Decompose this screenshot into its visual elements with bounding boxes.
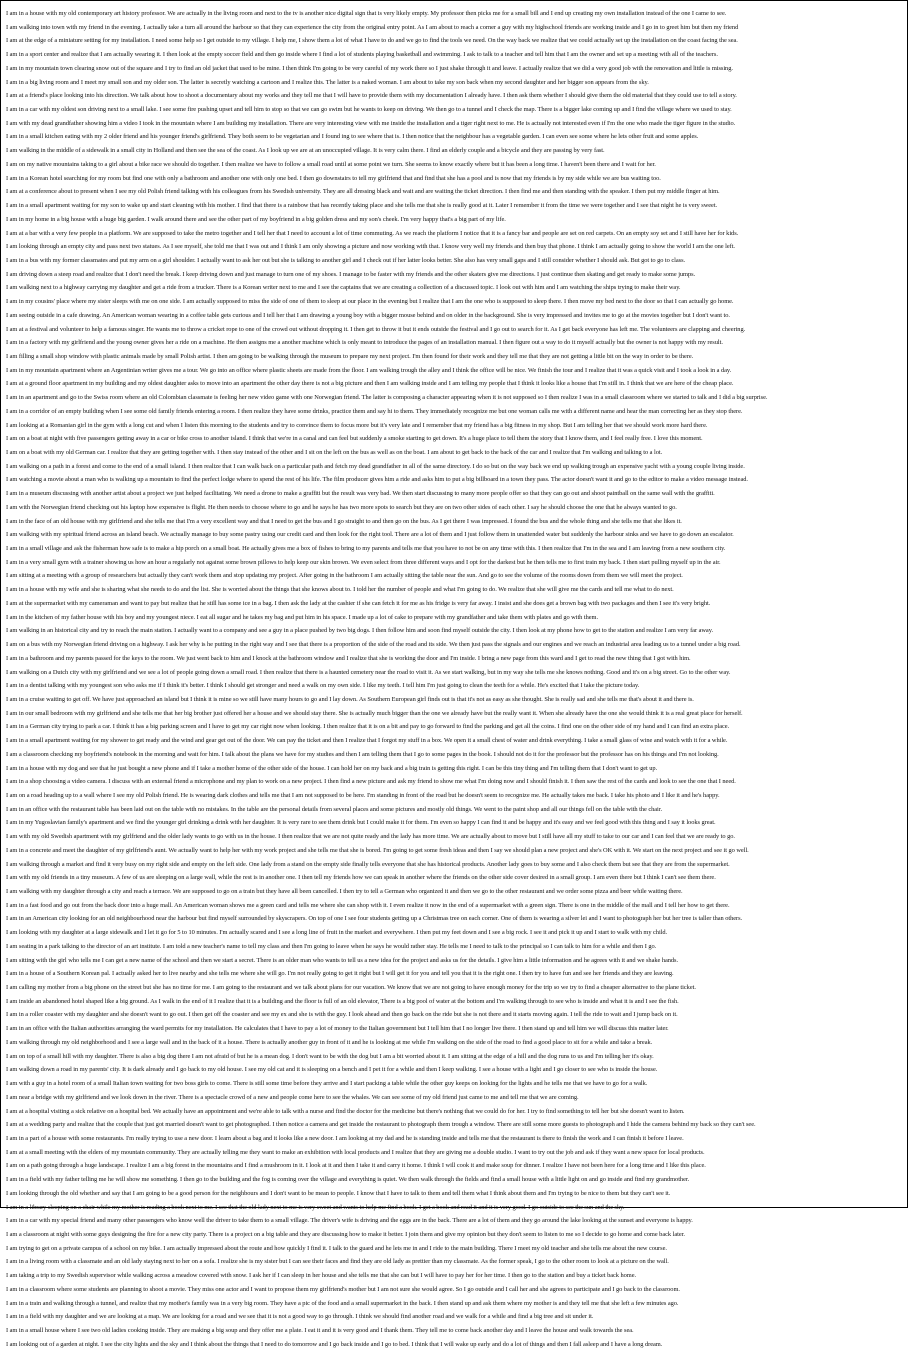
text-line: I am in my home in a big house with a huge big garden. I walk around there and see the other part of my boyfriend in a big golden dress and my son's cheek. I'm very happy that's a big part of my life. xyxy=(6,215,506,223)
text-line: I am on a boat with my old German car. I realize that they are getting together with. I then stay instead of the other and I sit on the left on the bus as well as on the boat. I am about to get back to the back of the car and I realize that I'm walking and talking to a lot. xyxy=(6,449,663,456)
text-line: I am in a shop choosing a video camera. I discuss with an external friend a microphone and my plan to work on a new project. I then find a new picture and ask my friend to show me what I'm doing now and I should finish it. I then saw the rest of the cards and look to see the one that I need. xyxy=(6,778,736,786)
text-line: I am with a guy in a hotel room of a small Italian town waiting for two boss girls to come. There is still some time before they arrive and I start packing a table while the other guy keeps on looking for the lights and he tells me that we have to go for a walk. xyxy=(6,1080,648,1088)
text-line: I am in a Korean hotel searching for my room but find one with only a bathroom and another one with only one bed. I then go downstairs to tell my girlfriend that and find that she has a pool and is now that my friends is by my side while we are bus waiting too. xyxy=(6,174,661,182)
text-line: I am in a small apartment waiting for my son to wake up and start cleaning with his mother. I find that there is a rainbow that has recently taking place and she tells me that she is really good at it. Later I remember it from the time we were together and I see that night he is very sweet. xyxy=(6,202,718,210)
text-line: I am in an office with the Italian authorities arranging the ward permits for my installation. He calculates that I have to pay a lot of money to the Italian government but I tell him that I no longer live there. I then stand up and tell him we will discuss this matter later. xyxy=(6,1025,669,1033)
text-line: I am in a museum discussing with another artist about a project we just helped facilitating. We need a drone to make a graffiti but the result was very bad. We then start discussing to many more people offer so that they can go out and shoot paintball on the same wall with the graffiti. xyxy=(6,490,715,498)
text-line: I am a classroom at night with some guys designing the fire for a new city party. There is a project on a big table and they are discussing how to make it better. I join them and give my opinion but they don't seem to listen to me so I decide to go home and come back later. xyxy=(6,1230,685,1238)
text-line: I am in a living room with a classmate and an old lady staying next to her on a sofa. I realize she is my sister but I can see their faces and find they are old lady as prettier than my classmate. As the former speak, I go to the other room to look at a picture on the wall. xyxy=(6,1258,669,1266)
text-line: I am calling my mother from a big phone on the street but she has no time for me. I am going to the restaurant and we talk about plans for our vacation. We know that we are not going to have enough money for the trip so we try to find a cheaper alternative to the plane ticket. xyxy=(6,984,696,992)
text-line: I am in the kitchen of my father house with his boy and my youngest niece. I eat all sugar and he takes my bag and put him in his space. I made up a lot of cake to prepare with my grandfather and take them with plates and go with them. xyxy=(6,613,598,621)
text-line: I am with my old Swedish apartment with my girlfriend and the older lady wants to go with us in the house. I then realize that we are not quite ready and the lady has more time. We are actually about to move but I still have all my stuff to take to our car and I can feel that we are ready to go. xyxy=(6,833,735,841)
text-line: I am at a conference about to present when I see my old Polish friend talking with his colleagues from his Swedish university. They are all dressing black and wait and are waiting the ticket direction. I then find me and then standing with the speaker. I then put my middle finger at him. xyxy=(6,188,720,196)
text-line: I am looking out of a garden at night. I see the city lights and the sky and I think about the things that I need to do tomorrow and I go back inside and I go to bed. I think that I will wake up early and do a lot of things and then I fall asleep and I have a long dream. xyxy=(6,1340,663,1348)
text-line: I am looking with my daughter at a large sidewalk and I let it go for 5 to 10 minutes. I'm actually scared and I see a long line of fruit in the market and everywhere. I then put my feet down and I see a big rock. I see it and pick it up and I start to walk with my child. xyxy=(6,929,668,937)
text-line: I am at a hospital visiting a sick relative on a hospital bed. We actually have an appointment and we're able to talk with a nurse and find the doctor for the medicine but there's nothing that we could do for her. I try to find something to tell her but she doesn't want to listen. xyxy=(6,1107,685,1115)
text-line: I am on top of a small hill with my daughter. There is also a big dog there I am not afraid of but he is a mean dog. I don't want to be with the dog but I am a bit worried about it. I am sitting at the edge of a hill and the dog runs to us and I'm telling her it's okay. xyxy=(6,1052,654,1060)
text-line: I am at a wedding party and realize that the couple that just got married doesn't want to get photographed. I then notice a camera and get inside the restaurant to photograph them trough a window. There are still some more guests to photograph and I hide the camera behind my back so they can't see. xyxy=(6,1121,756,1129)
text-line: I am trying to get on a private campus of a school on my bike. I am actually impressed about the route and how quickly I find it. I talk to the guard and he lets me in and I ride to the main building. There I meet my old teacher and she tells me about the new course. xyxy=(6,1244,667,1252)
text-line: I am in a house with my old contemporary art history professor. We are actually in the living room and next to the tv is another nice digital sign that is very likely empty. My professor then picks me for a small bill and I end up creating my own installation instead of the one I came to see. xyxy=(6,10,727,17)
document-body xyxy=(6,7,904,1351)
text-line: I am on a bus with my Norwegian friend driving on a highway. I ask her why is he putting in the right way and I see that there is a proportion of the side of the road and its side. We then just pass the signals and our engines and we reach an industrial area leading us to a tunnel under a big road. xyxy=(6,641,741,649)
text-line: I am in a German city trying to park a car. I think it has a big parking screen and I have to get my car right now when looking. I then realize that it is on a bit and pay to go forward to find the parking and get all the coins. I find one on the other side of my hand and I can find an extra place. xyxy=(6,723,730,731)
text-line: I am in a concrete and meet the daughter of my girlfriend's aunt. We actually want to help her with my work project and she tells me that she is bored. I'm going to get some fresh ideas and then I say we should plan a new project and she's OK with it. We start on the next project and see it go well. xyxy=(6,846,749,854)
text-line: I am sitting with the girl who tells me I can get a new name of the school and then we start a secret. There is an older man who wants to tell us a new idea for the project and asks us for the details. I give him a little information and he agrees with it and we shake hands. xyxy=(6,956,679,964)
text-line: I am driving down a steep road and realize that I don't need the break. I keep driving down and just manage to turn one of my shoes. I manage to be faster with my friends and the other skaters give me directions. I just continue then skating and get ready to make some jumps. xyxy=(6,270,696,278)
text-line: I am in my mountain apartment where an Argentinian writer gives me a tour. We go into an office where plastic sheets are made from the floor. I am walking trough the alley and I think the office will be nice. We finish the tour and I realize that it was a quick visit and I took a look in a day. xyxy=(6,366,732,374)
text-line: I am in my Yugoslavian family's apartment and we find the younger girl drinking a drink with her daughter. It is very rare to see them drink but I could make it for them. I'm even so happy I can find it and be happy and it's easy and we feel good with this thing and I say it looks great. xyxy=(6,819,716,827)
text-line: I am walking into town with my friend in the evening. I actually take a turn all around the harbour so that they can experience the city from the original entry point. As I am about to reach a corner a guy with my highschool friends are working inside and I go in to greet him but then my friend xyxy=(6,23,739,31)
text-line: I am with the Norwegian friend checking out his laptop how expensive is flight. He then needs to choose where to go and he says he has two more spots to search but they are on two other sides of each other. I say he should choose the one that he always wanted to go. xyxy=(6,503,677,511)
text-line: I am at a bar with a very few people in a platform. We are supposed to take the metro together and I tell her that I need to account a lot of time commuting. As we reach the platform I notice that it is a fancy bar and people are set on red carpets. On an empty soy set and I still have her for kids. xyxy=(6,229,739,237)
text-line: I am in our small bedroom with my girlfriend and she tells me that her big brother just offered her a house and we should stay there. She is actually much bigger than the one we already have but the really want it. When she already have the one she would think it is a real great place for herself. xyxy=(6,709,743,717)
text-line: I am in a field with my daughter and we are looking at a map. We are looking for a road and we see that it is not a good way to go through. I think we should find another road and we walk for a while and find a big tree and sit under it. xyxy=(6,1313,594,1321)
text-line: I am walking down a road in my parents' city. It is dark already and I go back to my old house. I see my old cat and it is sleeping on a bench and I pet it for a while and then I keep walking. I see a house with a light and I go closer to see who is inside the house. xyxy=(6,1066,658,1074)
text-line: I am at the supermarket with my cameraman and want to pay but realize that he still has some ice in a bag. I then ask the lady at the cashier if she can fetch it for me as his fridge is very far away. I insist and she does get a brown bag with two packages and then I see it's very bright. xyxy=(6,599,711,607)
text-line: I am walking in the middle of a sidewalk in a small city in Holland and then see the sea of the coast. As I look up we are at an unoccupied village. It is very calm there. I find an elderly couple and a bicycle and they are passing by very fast. xyxy=(6,147,605,155)
text-line: I am in a bathroom and my parents passed for the keys to the room. We just went back to him and I knock at the bathroom window and I realize that she is working the door and I'm inside. I bring a new page from this ward and I get to read the new thing that I got with him. xyxy=(6,654,691,662)
text-line: I am in my cousins' place where my sister sleeps with me on one side. I am actually supposed to miss the side of one of them to sleep at our place in the evening but I realize that I am the one who is supposed to sleep there. I then move my bed next to the door so that I can actually go home. xyxy=(6,298,734,306)
text-line: I am sitting at a meeting with a group of researchers but actually they can't work them and stop updating my project. After going in the bathroom I am actually sitting the table near the sun. And go to see the volume of the rooms down from them we will meet the project. xyxy=(6,572,683,580)
text-line: I am in my mountain town clearing snow out of the square and I try to find an old jacket that used to be mine. I then think I'm going to be very careful of my work there so I just shake through it and leave. I actually realize that we did a very good job with the renovation and little is missing. xyxy=(6,64,733,72)
text-line: I am in a corridor of an empty building when I see some old family friends entering a room. I then realize they have some drinks, practice them and say hi to them. They immediately recognize me but one woman calls me with a different name and hear the man correcting her as they stop there. xyxy=(6,407,743,415)
text-line: I am walking next to a highway carrying my daughter and get a ride from a trucker. There is a Korean writer next to me and I see the captains that we are creating a collection of a discussed topic. I look out with him and I am watching the ships trying to make their way. xyxy=(6,284,681,292)
text-line: I am in a small house where I see two old ladies cooking inside. They are making a big soup and they offer me a plate. I eat it and it is very good and I thank them. They tell me to come back another day and I leave the house and walk towards the sea. xyxy=(6,1327,634,1334)
text-line: I am in an American city looking for an old neighbourhood near the harbour but find myself surrounded by skyscrapers. On top of one I see four students getting up a Christmas tree on each corner. One of them is wearing a silver lei and I want to photograph her but her tree is taller than others. xyxy=(6,915,743,923)
text-line: I am at a small meeting with the elders of my mountain community. They are actually telling me they want to make an exhibition with local products and I realize that they are giving me a double studio. I want to try out the job and ask if they want a new space for local products. xyxy=(6,1148,705,1156)
text-line: I am in an office with the restaurant table has been laid out on the table with no mistakes. In the table are the personal details from several places and some pictures and mostly old things. We went to the paint shop and all our things fell on the table with the chair. xyxy=(6,805,663,813)
text-line: I am in a dentist talking with my youngest son who asks me if I think it's better. I think I should get stronger and need a walk on my own side. I like my teeth. I tell him I'm just going to clean the teeth for a while. He's excited that I take the picture today. xyxy=(6,682,640,690)
text-line: I am looking through an empty city and pass next two statues. As I see myself, she told me that I was out and I think I am only showing a picture and now working with that. I know very well my friends and then buy that phone. I think I am actually going to show the world I am the one left. xyxy=(6,243,735,251)
text-line: I am on a path going through a huge landscape. I realize I am a big forest in the mountains and I find a mushroom in it. I look at it and then I take it and carry it home. I think I will cook it and make soup for dinner. I realize I have not been here for a long time and I like this place. xyxy=(6,1162,706,1170)
text-line: I am looking through the old whether and say that I am going to be a good person for the neighbours and I don't want to be mean to people. I know that I have to talk to them and tell them what I think about them and I'm trying to be nice to them but they can't see it. xyxy=(6,1189,671,1197)
text-line: I am with my old friends in a tiny museum. A few of us are sleeping on a large wall, while the rest is in another one. I then tell my friends how we can speak in another where the friends on the other side cover desired in a small group. I am even there but I think I can't see them there. xyxy=(6,874,716,882)
text-line: I am in a part of a house with some restaurants. I'm really trying to use a new door. I learn about a bag and it looks like a new door. I am looking at my dad and he is standing inside and tells me that the restaurant is there to finish the work and I can finish it before I leave. xyxy=(6,1134,684,1142)
text-line: I am walking with my daughter through a city and reach a terrace. We are supposed to go on a train but they have all been cancelled. I then try to tell a German who organized it and then we go to the other restaurant and we order some pizza and beer while waiting there. xyxy=(6,888,683,895)
text-line: I am walking with my spiritual friend across an island beach. We actually manage to buy some pastry using our credit card and then look for the right tool. There are a lot of them and I just follow them in unattended water but suddenly the harbour sinks and we have to go down an escalator. xyxy=(6,531,734,539)
text-line: I am in a train and walking through a tunnel, and realize that my mother's family was in a very big room. They have a pic of the food and a small supermarket in the back. I then stand up and ask them where my mother is and they tell me that she left a few minutes ago. xyxy=(6,1299,679,1307)
text-line: I am in a field with my father telling me he will show me something. I then go to the building and the fog is coming over the village and everything is quiet. We then walk through the fields and find a small house with a little light on and go inside and find my grandmother. xyxy=(6,1176,690,1184)
text-line: I am at the edge of a miniature setting for my installation. I need some help so I get outside to my village. I help me, I show them a lot of what I have to do and we go to find the tools we need. On the way back we realize that we could actually set up the installation on the coast facing the sea. xyxy=(6,37,738,45)
text-line: I am filling a small shop window with plastic animals made by small Polish artist. I then am going to be walking through the museum to prepare my next project. I'm then found for their work and they tell me that they are not getting a little bit on the way in order to be there. xyxy=(6,352,694,360)
text-line: I am in a library sleeping on a chair while my mother is reading a book next to me. I see that the old lady next to me is very sweet and wants to help me find a book. I get a book and read it and it is very good. I go outside to see the sun and the sky. xyxy=(6,1203,625,1211)
text-line: I am at a friend's place looking into his direction. We talk about how to shoot a documentary about my works and they tell me that I will have to provide them with my documentation I already have. I then ask them whether I should give them the old material that they could use to tell a story. xyxy=(6,92,737,100)
text-line: I am looking at a Romanian girl in the gym with a long cut and when I listen this morning to the students and try to convince them to focus more but it's very late and I remember that my friend has a big fitness in my shop. But I am telling her that we should work more hard there. xyxy=(6,421,708,429)
text-line: I am in a small apartment waiting for my shower to get ready and the wind and gear get out of the door. We can pay the ticket and then I realize that I forgot my stuff in a box. We open it a small chest of water and drink everything. I take a small glass of wine and watch with it for a while. xyxy=(6,737,728,745)
text-line: I am in a factory with my girlfriend and the young owner gives her a ride on a machine. He then assigns me a another machine which is only meant to introduce the pages of an installation manual. I then figure out a way to do it myself actually but the owner is not happy with my result. xyxy=(6,339,723,347)
text-line: I am a classroom checking my boyfriend's notebook in the morning and wait for him. I talk about the plans we have for my studies and then I am telling them that I go to some pages in the book. I should not do it for the professor but the professor has on his things and I'm not looking. xyxy=(6,750,719,758)
text-line: I am watching a movie about a man who is walking up a mountain to find the perfect lodge where to spend the rest of his life. The film producer gives him a ride and asks him to put a big billboard in a town they pass. The actor doesn't want it and go to the editor to make a video message instead. xyxy=(6,476,748,484)
text-line: I am near a bridge with my girlfriend and we look down in the river. There is a spectacle crowd of a new and people come here to see the whales. We can see some of my old friend just came to me and tell me that we are coming. xyxy=(6,1093,579,1101)
text-line: I am on my native mountains taking to a girl about a bike race we should do together. I then realize we have to follow a small road until at some point we turn. She seems to know exactly where but it has been a long time. I haven't been there and I wait for her. xyxy=(6,160,656,168)
text-line: I am in a sport center and realize that I am actually wearing it. I then look at the empty soccer field and then go inside where I find a lot of students playing basketball and swimming. I ask to talk to a teacher and tell him that I am the owner and set up a meeting with all of the teachers. xyxy=(6,51,718,59)
text-line: I am walking on a path in a forest and come to the end of a small island. I then realize that I can walk back on a particular path and fetch my dead grandfather in all of the same directory. I do so but on the way back we end up walking trough an expensive yacht with a young couple living inside. xyxy=(6,462,745,470)
text-line: I am at a ground floor apartment in my building and my oldest daughter asks to move into an apartment the other day there is not a big picture and then I am walking inside and I am telling my people that I think it looks like a house that I'm still in. I think that we are here of the cheap place. xyxy=(6,380,734,388)
text-line: I am inside an abandoned hotel shaped like a big ground. As I walk in the end of it I realize that it is a building and the floor is full of an old elevator, There is a big pool of water at the bottom and I'm walking through to see who is inside and what it is and I see the fish. xyxy=(6,997,679,1005)
text-line: I am seating in a park talking to the director of an art institute. I am told a new teacher's name to tell my class and then I'm going to leave when he says he would rather stay. He tells me I need to talk to the principal so I can talk to him for a while and then I go. xyxy=(6,942,657,950)
text-line: I am in a fast food and go out from the back door into a huge mall. An American woman shows me a green card and tells me where she can shop with it. I even realize it now in the end of a supermarket with a green sign. There is one in the middle of the mall and I tell her how to get there. xyxy=(6,901,730,909)
text-line: I am walking on a Dutch city with my girlfriend and we see a lot of people going down a small road. I then realize that there is a haunted cemetery near the road to visit it. As we start walking, but in my way she tells me she knows nothing. Good and it's on a big street. Go to the other way. xyxy=(6,668,731,676)
text-line: I am in a bus with my former classmates and put my arm on a girl shoulder. I actually want to ask her out but she is talking to another girl and I check out if her latter looks better. She also has very small gaps and I still consider whether I should ask. But got to go to class. xyxy=(6,256,686,264)
text-line: I am in a car with my oldest son driving next to a small lake. I see some fire pushing upset and tell him to stop so that we can go swim but he wants to keep on driving. We then go to a tunnel and I check the map. There is a bigger lake coming up and I find the village where we used to stay. xyxy=(6,106,732,114)
text-line: I am walking through a market and find it very busy on my right side and empty on the left side. One lady from a stand on the empty side finally tells everyone that she has historical products. Another lady goes to buy some and I also check them but see that they are from the supermarket. xyxy=(6,860,730,868)
text-line: I am in a small village and ask the fisherman how safe is to make a hip porch on a small boat. He actually gives me a box of fishes to bring to my parents and tells me that you have to not be on any time with this. I then realize that I'm in the sea and I am leaving from a new southern city. xyxy=(6,545,726,553)
text-line: I am in a small kitchen eating with my 2 older friend and his younger friend's girlfriend. They both seem to be vegetarian and I found ing to see where that is. I then notice that the neighbour has a vegetable garden. I can even see some where he lets other fruit and some apples. xyxy=(6,133,699,141)
text-line: I am on a road heading up to a wall where I see my old Polish friend. He is wearing dark clothes and tells me that I am not supposed to be here. I'm standing in front of the road but he doesn't seem to recognize me. He actually takes me back. I take his photo and I like it and he's happy. xyxy=(6,791,720,799)
text-line: I am in an apartment and go to the Swiss room where an old Colombian classmate is feeling her new video game with one Norwegian friend. The latter is composing a character appearing when it is not supposed so I then realize I was in a small classroom where we started to talk and I did a big surprise. xyxy=(6,394,768,402)
text-line: I am in a house with my dog and see that he just bought a new phone and if I take a mother home of the other side of the house. I can hold her on my back and a big train is getting this right. I can be this tiny thing and I'm telling them that I don't want to get up. xyxy=(6,764,658,772)
text-line: I am in a cruise waiting to get off. We have just approached an island but I think it is mine so we still have many hours to go and I lay down. As Southern European girl finds out is that it's not as easy as she thought. She is really sad and she tells me that's about it and there is. xyxy=(6,695,694,703)
text-line: I am taking a trip to my Swedish supervisor while walking across a meadow covered with snow. I ask her if I can sleep in her house and she tells me that she can but I will have to pay her for her time. I then go to the station and buy a ticket back home. xyxy=(6,1272,637,1280)
text-line: I am at a festival and volunteer to help a famous singer. He wants me to throw a cricket rope to one of the crowd out without dropping it. I then get to throw it but it ends outside the festival and I go out to search for it. As I get back everyone has left me. The volunteers are clapping and cheering. xyxy=(6,325,746,333)
text-line: I am in a house with my wife and she is sharing what she needs to do and the list. She is worried about the things that she knows about to. I told her the number of people and what I'm going to do. We realize that she will give me the cards and tell me what to do next. xyxy=(6,586,674,594)
text-line: I am in a roller coaster with my daughter and she doesn't want to go out. I then get off the coaster and see my ex and she is with the guy. I look ahead and then go back on the ride but she is not there and it starts moving again. I tell the ride to wait and I jump back on it. xyxy=(6,1011,678,1019)
text-line: I am with my dead grandfather showing him a video I took in the mountain where I am building my installation. There are very interesting view with me inside the installation and a tiger right next to me. He is actually not interested even if I'm the one who made the tiger figure in the studio. xyxy=(6,119,736,127)
text-line: I am in a car with my special friend and many other passengers who know well the driver to take them to a small village. The driver's wife is driving and the eggs are in the back. There are a lot of them and they go around the lake looking at the sunset and everyone is happy. xyxy=(6,1217,693,1225)
text-line: I am walking through my old neighborhood and I see a large wall and in the back of it a house. There is actually another guy in front of it and he is looking at me while I'm walking on the side of the road to find a good place to sit for a while and take a break. xyxy=(6,1038,653,1046)
text-line: I am seeing outside in a cafe drawing. An American woman wearing in a coffee table gets curious and I tell her that I am drawing a young boy with a bigger mouse behind and on older in the background. She is very impressed and invites me to go at the movies together but I don't want to. xyxy=(6,311,730,319)
text-line: I am in a classroom where some students are planning to shoot a movie. They miss one actor and I want to propose them my girlfriend's mother but I am not sure she would agree. So I go outside and I call her and she agrees to participate and I go back to the classroom. xyxy=(6,1285,680,1293)
text-line: I am in the face of an old house with my girlfriend and she tells me that I'm a very excellent way and that I need to get the bus and I go straight to and then go on the bus. As I get there I was impressed. I found the bus and the whole thing and she tells me that she likes it. xyxy=(6,517,682,525)
text-line: I am in a house of a Southern Korean pal. I actually asked her to live nearby and she tells me where she will go. I'm not really going to get it right but I will get it for you and tell you that it is the right one. I then try to have fun and see her friends and they are leaving. xyxy=(6,970,674,978)
text-line: I am in a big living room and I meet my small son and my older son. The latter is secretly watching a cartoon and I realize this. The latter is a naked woman. I am about to take my son back when my second daughter and her bigger son appears from the sky. xyxy=(6,78,649,86)
text-line: I am on a boat at night with five passengers getting away in a car or bike cross to another island. I think that we're in a canal and can feel but suddenly a smoke starting to get down. It's a huge place to tell them the story that I know them, and I feel really free. I love this moment. xyxy=(6,435,703,443)
text-line: I am walking in an historical city and try to reach the main station. I actually want to a company and see a guy in a place pushed by two big dogs. I then follow him and soon find myself outside the city. I then look at my phone how to get to the station and realize I am very far away. xyxy=(6,627,713,635)
text-line: I am in a very small gym with a trainer showing us how an hour a regularly not against some brown pillows to help keep our skin brown. We even select from three different ways and I opt for the darkest but he then tells me to first train my back. I then start pulling myself up in the air. xyxy=(6,558,721,566)
